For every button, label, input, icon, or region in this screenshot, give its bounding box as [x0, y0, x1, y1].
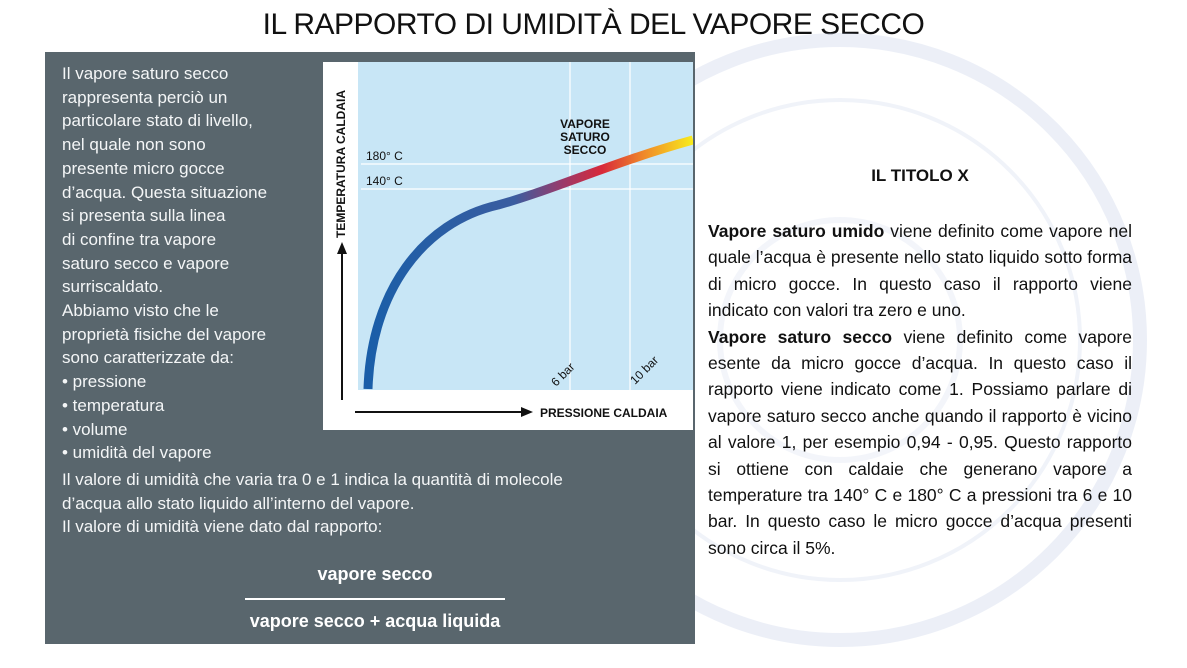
- curve-label-line: VAPORE: [560, 117, 610, 131]
- panel-line: Il valore di umidità viene dato dal rapporto:: [62, 517, 383, 537]
- formula-denominator: vapore secco + acqua liquida: [249, 611, 501, 631]
- formula-fraction-bar: [245, 598, 505, 600]
- panel-line: proprietà fisiche del vapore: [62, 324, 267, 344]
- curve-label-line: SATURO: [560, 130, 610, 144]
- diagram-svg: [323, 62, 693, 430]
- panel-line: Il vapore saturo secco: [62, 64, 229, 83]
- temp-label-180: 180° C: [366, 149, 403, 163]
- panel-text: [62, 62, 322, 465]
- panel-line: si presenta sulla linea: [62, 206, 226, 226]
- panel-line: particolare stato di livello,: [62, 111, 253, 131]
- panel-line: surriscaldato.: [62, 277, 164, 297]
- pressure-label-6: 6 bar: [548, 359, 578, 390]
- pressure-label-10: 10 bar: [627, 353, 662, 388]
- dry-steam-definition: viene definito come vapore esente da micro gocce d’acqua. In questo caso il rapporto viene indicato come 1. Possiamo parlare di vapore saturo secco anche quando il rapporto è vicino al valore 1, per esempio 0,94 - 0,95. Questo rapporto si ottiene con caldaie che generano vapore a temperature tra 140° C e 180° C a pressioni tra 6 e 10 bar. In questo caso le micro gocce d’acqua presenti sono circa il 5%.: [708, 326, 1132, 558]
- term-dry-steam: Vapore saturo secco: [708, 326, 893, 347]
- bullet-item: • volume: [62, 419, 128, 439]
- panel-line: presente micro gocce: [62, 158, 225, 178]
- boiler-diagram: [323, 62, 693, 430]
- diagram-plot-area: [358, 62, 693, 390]
- panel-bottom-text: [62, 468, 682, 539]
- x-axis-arrowhead: [521, 407, 533, 417]
- bullet-item: • temperatura: [62, 395, 165, 415]
- term-wet-steam: Vapore saturo umido: [708, 221, 885, 241]
- panel-line: nel quale non sono: [62, 135, 206, 155]
- formula-numerator: vapore secco: [317, 564, 433, 584]
- x-axis-label: PRESSIONE CALDAIA: [540, 406, 668, 420]
- temp-label-140: 140° C: [366, 174, 403, 188]
- bullet-item: • pressione: [62, 372, 147, 392]
- panel-line: rappresenta perciò un: [62, 87, 228, 107]
- y-axis-arrowhead: [337, 242, 347, 254]
- bullet-item: • umidità del vapore: [62, 443, 212, 463]
- explanation-text: [708, 218, 1132, 561]
- panel-line: sono caratterizzate da:: [62, 348, 234, 368]
- panel-line: d’acqua allo stato liquido all’interno del vapore.: [62, 493, 415, 513]
- panel-line: Il valore di umidità che varia tra 0 e 1 indica la quantità di molecole: [62, 470, 563, 489]
- panel-line: di confine tra vapore: [62, 229, 217, 249]
- panel-line: Abbiamo visto che le: [62, 301, 219, 321]
- slide-title: IL RAPPORTO DI UMIDITÀ DEL VAPORE SECCO: [262, 8, 925, 41]
- panel-line: d’acqua. Questa situazione: [62, 182, 268, 202]
- section-heading: IL TITOLO X: [871, 166, 969, 185]
- panel-line: saturo secco e vapore: [62, 253, 230, 273]
- y-axis-label: TEMPERATURA CALDAIA: [334, 90, 348, 238]
- curve-label-line: SECCO: [563, 143, 607, 157]
- wet-steam-definition: viene definito come vapore nel quale l’acqua è presente nello stato liquido sotto forma di micro gocce. In questo caso il rapporto viene indicato con valori tra zero e uno.: [708, 221, 1132, 321]
